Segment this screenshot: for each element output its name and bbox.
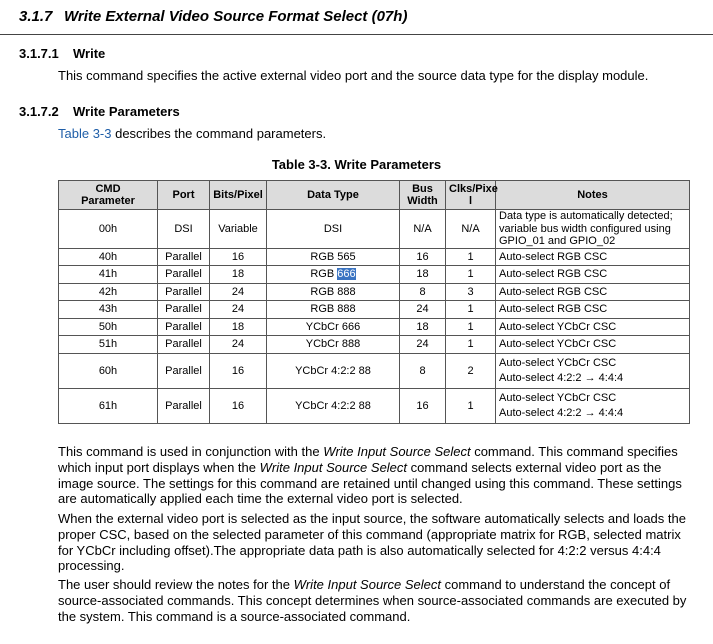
cell-bits: 16 (210, 388, 267, 423)
table-row (59, 210, 690, 249)
cell-type: RGB 565 (267, 248, 400, 266)
cell-bits: 18 (210, 266, 267, 284)
cell-port: Parallel (158, 248, 210, 266)
parameters-intro-text: describes the command parameters. (111, 126, 327, 141)
cell-port: Parallel (158, 353, 210, 388)
table-row (59, 301, 690, 319)
cell-notes: Auto-select RGB CSC (496, 248, 690, 266)
cell-type (267, 266, 400, 284)
cell-clks: 1 (446, 388, 496, 423)
text-run: command. This command specifies which input port displays when the (58, 444, 678, 475)
cell-type: YCbCr 888 (267, 336, 400, 354)
body-paragraph-2: When the external video port is selected as the input source, the software automatically selects and loads the proper CSC, based on the selected parameter of this command (appropriate matrix for RGB, selected matrix for YCbCr including offset).The appropriate data path is also automatically selected for 4:2:2 versus 4:4:4 processing. (58, 511, 686, 574)
cell-port: Parallel (158, 318, 210, 336)
subsection-number: 3.1.7.2 (19, 104, 59, 119)
section-number: 3.1.7 (19, 8, 53, 25)
subsection-heading-write-parameters (19, 104, 180, 119)
section-title: Write External Video Source Format Select (07h) (64, 8, 408, 25)
header-notes: Notes (496, 181, 690, 210)
table-row (59, 318, 690, 336)
cell-type: YCbCr 666 (267, 318, 400, 336)
cell-notes: Auto-select RGB CSC (496, 283, 690, 301)
highlighted-text[interactable]: 666 (337, 268, 356, 281)
command-reference: Write Input Source Select (293, 577, 441, 592)
cell-bits: 18 (210, 318, 267, 336)
cell-clks: 1 (446, 266, 496, 284)
write-description: This command specifies the active external video port and the source data type for the display module. (58, 68, 649, 83)
cell-cmd: 41h (59, 266, 158, 284)
cell-cmd: 50h (59, 318, 158, 336)
cell-bus: 8 (400, 283, 446, 301)
cell-cmd: 00h (59, 210, 158, 249)
cell-bus: 16 (400, 388, 446, 423)
cell-notes: Auto-select RGB CSC (496, 301, 690, 319)
cell-notes (496, 388, 690, 423)
cell-bus: 16 (400, 248, 446, 266)
cell-notes (496, 353, 690, 388)
cell-cmd: 61h (59, 388, 158, 423)
cell-type-prefix: RGB (310, 268, 338, 281)
cell-bus: N/A (400, 210, 446, 249)
text-run: command selects external video port as the image source. The settings for this command are retained until changed using this command. These settings are automatically applied each time the external video port is selected. (58, 459, 682, 507)
cell-bits: 24 (210, 301, 267, 319)
cell-type: DSI (267, 210, 400, 249)
command-reference: Write Input Source Select (323, 444, 471, 459)
table-row (59, 388, 690, 423)
cell-notes: Auto-select RGB CSC (496, 266, 690, 284)
cell-notes: Auto-select YCbCr CSC (496, 336, 690, 354)
body-paragraph-3 (58, 577, 698, 624)
note-line: Auto-select YCbCr CSC (499, 356, 617, 369)
heading-rule (0, 34, 713, 35)
cell-cmd: 43h (59, 301, 158, 319)
cell-bits: 16 (210, 248, 267, 266)
cell-clks: 1 (446, 336, 496, 354)
cell-port: Parallel (158, 301, 210, 319)
cell-cmd: 51h (59, 336, 158, 354)
cell-clks: 3 (446, 283, 496, 301)
header-bits-pixel: Bits/Pixel (210, 181, 267, 210)
cell-bus: 18 (400, 266, 446, 284)
subsection-heading-write (19, 46, 105, 61)
section-heading (19, 8, 407, 25)
cell-notes: Auto-select YCbCr CSC (496, 318, 690, 336)
header-data-type: Data Type (267, 181, 400, 210)
header-cmd-parameter: CMD Parameter (59, 181, 158, 210)
cell-port: Parallel (158, 388, 210, 423)
text-run: This command is used in conjunction with the (58, 444, 324, 459)
cell-cmd: 60h (59, 353, 158, 388)
cell-bits: 16 (210, 353, 267, 388)
note-line: Auto-select YCbCr CSC (499, 391, 617, 404)
cell-bus: 8 (400, 353, 446, 388)
table-row (59, 336, 690, 354)
cell-clks: 1 (446, 301, 496, 319)
table-caption: Table 3-3. Write Parameters (271, 157, 442, 172)
subsection-number: 3.1.7.1 (19, 46, 59, 61)
cell-cmd: 42h (59, 283, 158, 301)
cell-port: Parallel (158, 283, 210, 301)
table-header-row (59, 181, 690, 210)
cell-cmd: 40h (59, 248, 158, 266)
cell-bus: 18 (400, 318, 446, 336)
cell-port: Parallel (158, 336, 210, 354)
cell-notes: Data type is automatically detected; variable bus width configured using GPIO_01 and GPIO_02 (496, 210, 690, 249)
table-row (59, 266, 690, 284)
cell-clks: 2 (446, 353, 496, 388)
cell-bits: 24 (210, 283, 267, 301)
cell-bus: 24 (400, 301, 446, 319)
write-parameters-table (58, 180, 690, 424)
cell-clks: 1 (446, 248, 496, 266)
table-row (59, 283, 690, 301)
note-line: Auto-select 4:2:2 → 4:4:4 (499, 371, 624, 384)
table-row (59, 248, 690, 266)
body-paragraph-1 (58, 444, 698, 507)
cell-port: DSI (158, 210, 210, 249)
subsection-title: Write Parameters (73, 104, 180, 119)
cell-type: YCbCr 4:2:2 88 (267, 388, 400, 423)
cell-type: RGB 888 (267, 283, 400, 301)
subsection-title: Write (73, 46, 106, 61)
table-reference-link[interactable]: Table 3-3 (58, 126, 112, 141)
cell-bits: 24 (210, 336, 267, 354)
cell-type: RGB 888 (267, 301, 400, 319)
text-run: command to understand the concept of source-associated commands. This concept determines when source-associated commands are executed by the system. This command is a source-associated command. (58, 577, 687, 624)
command-reference: Write Input Source Select (259, 459, 408, 475)
table-row (59, 353, 690, 388)
cell-bus: 24 (400, 336, 446, 354)
note-line: Auto-select 4:2:2 → 4:4:4 (499, 406, 624, 419)
parameters-intro (58, 126, 698, 142)
header-bus-width: Bus Width (400, 181, 446, 210)
cell-clks: 1 (446, 318, 496, 336)
cell-bits: Variable (210, 210, 267, 249)
text-run: The user should review the notes for the (58, 577, 294, 592)
cell-type: YCbCr 4:2:2 88 (267, 353, 400, 388)
cell-clks: N/A (446, 210, 496, 249)
header-port: Port (158, 181, 210, 210)
cell-port: Parallel (158, 266, 210, 284)
header-clks-pixel: Clks/Pixe l (446, 181, 496, 210)
